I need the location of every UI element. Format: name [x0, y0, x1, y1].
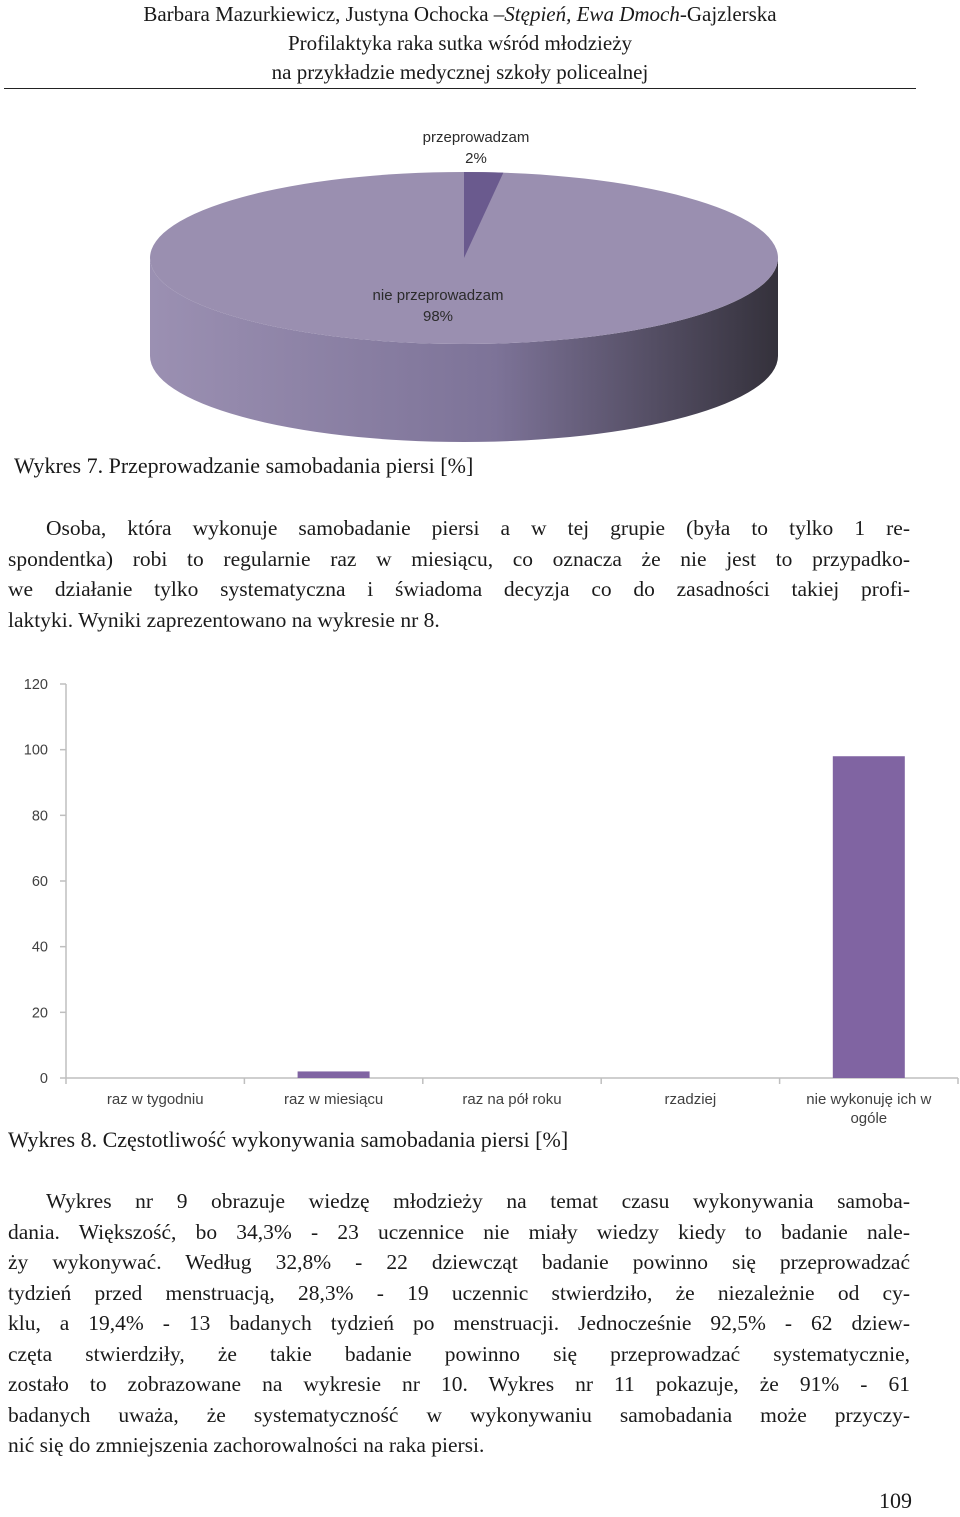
pie-chart-svg: [150, 118, 790, 448]
y-tick-label: 120: [23, 677, 48, 693]
x-tick-label: rzadziej: [664, 1091, 717, 1108]
figure8-caption: Wykres 8. Częstotliwość wykonywania samobadania piersi [%]: [8, 1127, 569, 1152]
y-tick-label: 60: [31, 874, 48, 890]
paragraph-2-line: częta stwierdziły, że takie badanie powinno się przeprowadzać systematycznie,: [8, 1341, 910, 1366]
y-tick-label: 80: [31, 808, 48, 825]
header-authors-tail: -Gajzlerska: [679, 2, 777, 26]
paragraph-1-line: we działanie tylko systematyczna i świadoma decyzja co do zasadności takiej profi-: [8, 577, 910, 601]
paragraph-1-line: spondentka) robi to regularnie raz w miesiącu, co oznacza że nie jest to przypadko-: [8, 546, 910, 571]
x-tick-label: raz na pół roku: [462, 1091, 562, 1108]
paragraph-2-line: klu, a 19,4% - 13 badanych tydzień po menstruacji. Jednocześnie 92,5% - 62 dziew-: [8, 1311, 910, 1335]
header-rule: [4, 88, 916, 89]
x-tick-label: raz w miesiącu: [283, 1091, 384, 1108]
header-authors-italic: Stępień, Ewa Dmoch: [504, 2, 680, 26]
figure7-caption: Wykres 7. Przeprowadzanie samobadania piersi [%]: [14, 453, 474, 478]
page-number: 109: [879, 1488, 912, 1513]
paragraph-2-line: ży wykonywać. Według 32,8% - 22 dziewcząt badanie powinno się przeprowadzać: [8, 1250, 910, 1274]
paragraph-2-line: badanych uważa, że systematyczność w wykonywaniu samobadania może przyczy-: [8, 1402, 910, 1427]
bar-chart-svg: [0, 668, 960, 1128]
pie-chart: [150, 118, 790, 448]
pie-label-nie-przeprowadzam-value: 98%: [422, 308, 454, 325]
y-tick-label: 0: [39, 1071, 48, 1087]
header-title-line2: na przykładzie medycznej szkoły policealnej: [271, 60, 649, 84]
pie-label-nie-przeprowadzam-text: nie przeprowadzam: [372, 287, 504, 304]
paragraph-2-line: dania. Większość, bo 34,3% - 23 uczennice nie miały wiedzy kiedy to badanie nale-: [8, 1219, 910, 1244]
x-tick-label: raz w tygodniu: [106, 1091, 204, 1108]
paragraph-2-line-text: Wykres nr 9 obrazuje wiedzę młodzieży na temat czasu wykonywania samoba-: [46, 1189, 910, 1213]
bar-4: [833, 756, 905, 1078]
x-tick-label: nie wykonuję ich w: [806, 1091, 932, 1108]
y-tick-label: 100: [23, 742, 48, 759]
paragraph-2-line: zostało to zobrazowane na wykresie nr 10. Wykres nr 11 pokazuje, że 91% - 61: [8, 1372, 910, 1396]
paragraph-1-line-text: Osoba, która wykonuje samobadanie piersi a w tej grupie (była to tylko 1 re-: [46, 516, 910, 540]
paragraph-1: [8, 513, 910, 635]
paragraph-2-line: tydzień przed menstruacją, 28,3% - 19 uczennic stwierdziło, że niezależnie od cy-: [8, 1280, 910, 1305]
running-header: [0, 0, 920, 87]
header-authors: [0, 0, 920, 29]
bar-chart: [0, 668, 960, 1128]
y-tick-label: 20: [31, 1005, 48, 1022]
x-tick-label: ogóle: [850, 1110, 888, 1127]
paragraph-2: [8, 1186, 910, 1461]
pie-label-przeprowadzam-text: przeprowadzam: [422, 129, 530, 146]
paragraph-2-line: nić się do zmniejszenia zachorowalności na raka piersi.: [8, 1433, 485, 1457]
paragraph-1-line: [8, 513, 910, 544]
bar-1: [298, 1071, 370, 1078]
pie-label-przeprowadzam-value: 2%: [465, 150, 487, 167]
paragraph-2-line: [8, 1186, 910, 1217]
paragraph-1-line: laktyki. Wyniki zaprezentowano na wykresie nr 8.: [8, 607, 440, 632]
header-title-line1: Profilaktyka raka sutka wśród młodzieży: [287, 31, 633, 55]
y-tick-label: 40: [31, 939, 48, 956]
header-authors-plain: Barbara Mazurkiewicz, Justyna Ochocka –: [143, 2, 505, 26]
